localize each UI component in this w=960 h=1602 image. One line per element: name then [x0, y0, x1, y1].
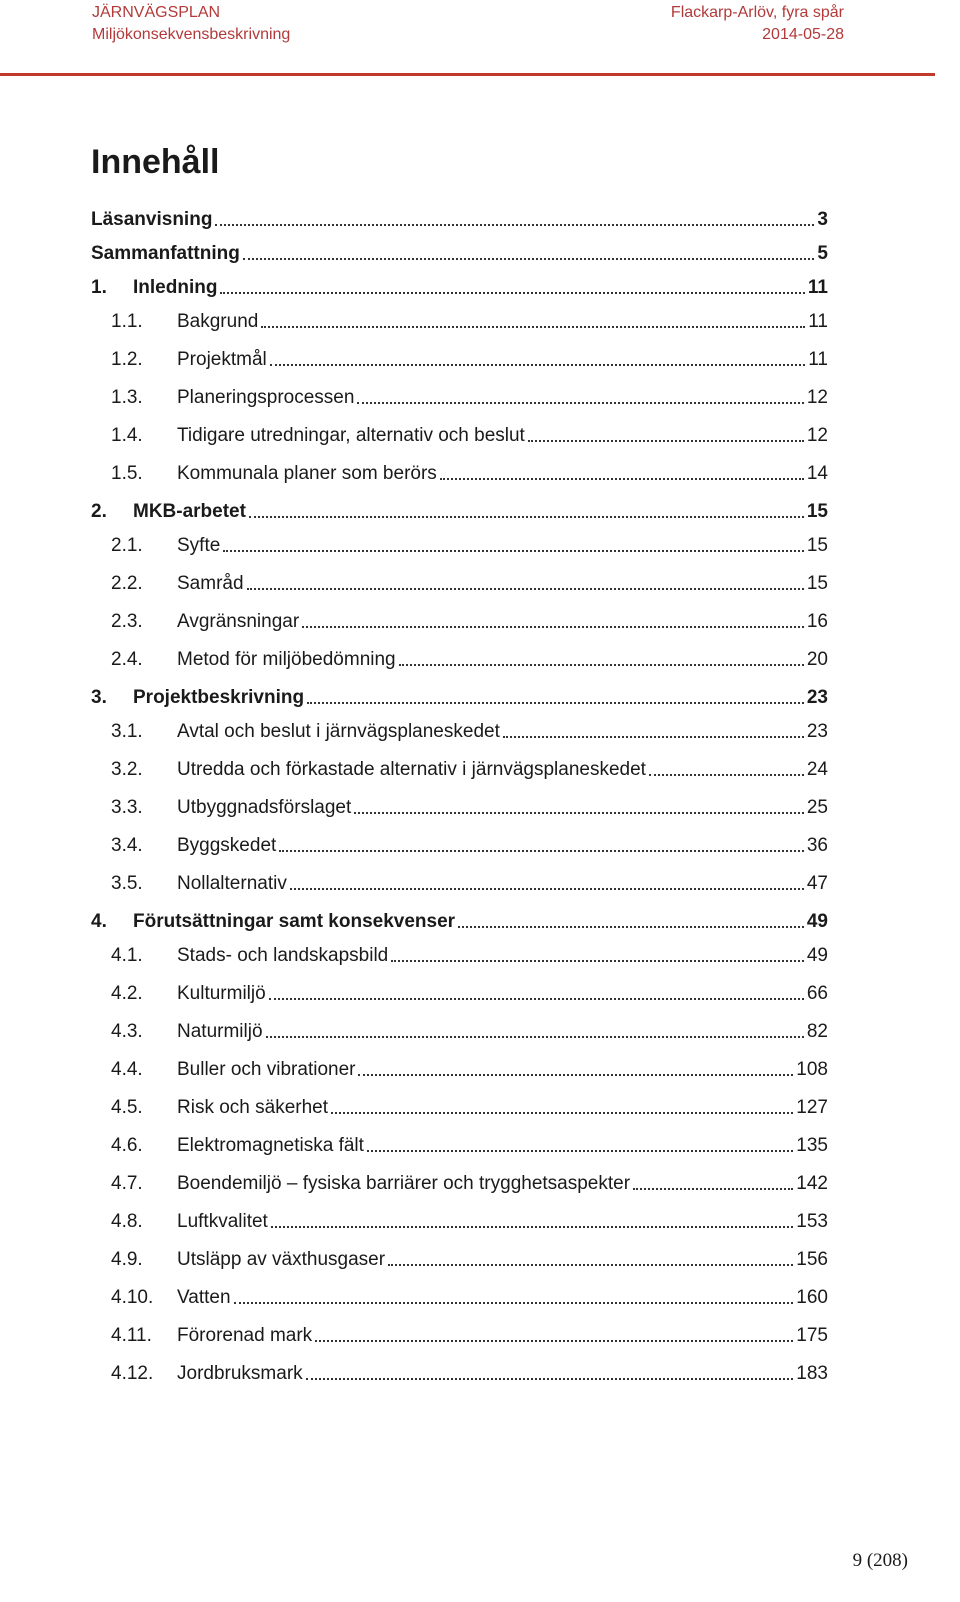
toc-entry-number: 4.12. — [111, 1363, 154, 1384]
toc-entry-page: 160 — [796, 1287, 828, 1308]
toc-entry-number: 4.11. — [111, 1325, 152, 1346]
toc-entry-label: Luftkvalitet — [177, 1211, 268, 1232]
toc-dot-leader — [331, 1112, 793, 1114]
toc-dot-leader — [649, 774, 804, 776]
toc-entry-label: Läsanvisning — [91, 209, 213, 230]
toc-entry-number: 4.7. — [111, 1173, 143, 1194]
toc-entry-page: 82 — [806, 1021, 828, 1042]
toc-dot-leader — [266, 1036, 804, 1038]
page-title: Innehåll — [91, 143, 220, 181]
toc-entry[interactable] — [111, 342, 828, 372]
toc-entry-label: Syfte — [177, 535, 221, 556]
toc-entry-label: Kommunala planer som berörs — [177, 463, 437, 484]
toc-entry-page: 49 — [806, 945, 828, 966]
toc-entry-number: 3.5. — [111, 873, 143, 894]
toc-dot-leader — [269, 998, 804, 1000]
toc-entry[interactable] — [111, 866, 828, 896]
toc-entry-number: 3.2. — [111, 759, 143, 780]
toc-entry-page: 66 — [806, 983, 828, 1004]
toc-dot-leader — [458, 926, 804, 928]
toc-entry-page: 183 — [796, 1363, 828, 1384]
toc-dot-leader — [261, 326, 805, 328]
toc-dot-leader — [243, 258, 815, 260]
toc-entry[interactable] — [111, 714, 828, 744]
toc-entry[interactable] — [111, 456, 828, 486]
toc-dot-leader — [357, 402, 803, 404]
toc-entry-page: 14 — [806, 463, 828, 484]
toc-entry[interactable] — [111, 1052, 828, 1082]
toc-dot-leader — [315, 1340, 793, 1342]
toc-entry-number: 4.3. — [111, 1021, 143, 1042]
toc-entry-number: 4.9. — [111, 1249, 143, 1270]
toc-dot-leader — [633, 1188, 793, 1190]
toc-entry-label: Förorenad mark — [177, 1325, 313, 1346]
toc-entry-number: 4.5. — [111, 1097, 143, 1118]
toc-entry-label: Boendemiljö – fysiska barriärer och trygghetsaspekter — [177, 1173, 631, 1194]
toc-entry[interactable] — [111, 1280, 828, 1310]
toc-entry-label: Stads- och landskapsbild — [177, 945, 389, 966]
toc-entry-page: 36 — [806, 835, 828, 856]
toc-entry-label: Förutsättningar samt konsekvenser — [133, 911, 456, 932]
toc-entry-page: 108 — [796, 1059, 828, 1080]
toc-entry[interactable] — [111, 642, 828, 672]
toc-entry-page: 49 — [806, 911, 828, 932]
toc-entry[interactable] — [111, 604, 828, 634]
toc-entry-page: 11 — [808, 311, 828, 332]
toc-dot-leader — [220, 292, 804, 294]
toc-entry-number: 4.8. — [111, 1211, 143, 1232]
toc-entry-number: 2.3. — [111, 611, 143, 632]
toc-dot-leader — [307, 702, 804, 704]
toc-entry-number: 1.5. — [111, 463, 143, 484]
toc-entry[interactable] — [91, 236, 828, 266]
toc-entry-label: Risk och säkerhet — [177, 1097, 329, 1118]
toc-entry[interactable] — [91, 904, 828, 934]
toc-entry[interactable] — [111, 938, 828, 968]
toc-entry-number: 3.1. — [111, 721, 143, 742]
toc-entry-number: 1.2. — [111, 349, 143, 370]
toc-entry-page: 47 — [806, 873, 828, 894]
page-header — [0, 0, 960, 80]
toc-entry-page: 153 — [796, 1211, 828, 1232]
toc-entry-page: 5 — [817, 243, 828, 264]
toc-entry-number: 4.4. — [111, 1059, 143, 1080]
toc-entry-label: Planeringsprocessen — [177, 387, 355, 408]
toc-entry-label: Bakgrund — [177, 311, 259, 332]
toc-entry[interactable] — [111, 752, 828, 782]
toc-entry-page: 156 — [796, 1249, 828, 1270]
toc-entry-label: Kulturmiljö — [177, 983, 266, 1004]
toc-entry-page: 23 — [806, 687, 828, 708]
toc-entry[interactable] — [111, 528, 828, 558]
header-rule — [0, 73, 935, 76]
toc-dot-leader — [271, 1226, 793, 1228]
toc-entry-page: 24 — [806, 759, 828, 780]
toc-entry[interactable] — [111, 976, 828, 1006]
toc-entry[interactable] — [111, 304, 828, 334]
toc-entry-label: Elektromagnetiska fält — [177, 1135, 364, 1156]
toc-entry-page: 25 — [806, 797, 828, 818]
toc-entry-label: Inledning — [133, 277, 218, 298]
toc-entry[interactable] — [91, 270, 828, 300]
toc-dot-leader — [367, 1150, 793, 1152]
toc-dot-leader — [388, 1264, 793, 1266]
toc-dot-leader — [270, 364, 806, 366]
toc-entry[interactable] — [111, 1318, 828, 1348]
toc-entry-label: Tidigare utredningar, alternativ och beslut — [177, 425, 525, 446]
toc-entry-label: Metod för miljöbedömning — [177, 649, 396, 670]
toc-entry-page: 11 — [808, 349, 828, 370]
toc-dot-leader — [302, 626, 804, 628]
toc-entry-label: MKB-arbetet — [133, 501, 246, 522]
toc-entry-label: Utredda och förkastade alternativ i järnvägsplaneskedet — [177, 759, 646, 780]
toc-entry-page: 3 — [817, 209, 828, 230]
toc-entry-number: 2.4. — [111, 649, 143, 670]
toc-entry-number: 1.1. — [111, 311, 143, 332]
toc-entry-number: 4. — [91, 911, 107, 932]
toc-entry[interactable] — [91, 202, 828, 232]
header-date: 2014-05-28 — [762, 26, 844, 43]
toc-entry-page: 142 — [796, 1173, 828, 1194]
toc-entry-number: 4.2. — [111, 983, 143, 1004]
header-project-name: Flackarp-Arlöv, fyra spår — [670, 4, 844, 21]
toc-entry-number: 1. — [91, 277, 107, 298]
toc-entry-number: 1.3. — [111, 387, 143, 408]
toc-dot-leader — [215, 224, 814, 226]
toc-entry[interactable] — [91, 680, 828, 710]
toc-entry[interactable] — [111, 418, 828, 448]
toc-entry[interactable] — [111, 566, 828, 596]
toc-dot-leader — [358, 1074, 793, 1076]
toc-dot-leader — [279, 850, 804, 852]
toc-entry-page: 11 — [807, 277, 828, 298]
toc-entry-number: 1.4. — [111, 425, 143, 446]
toc-entry-number: 4.6. — [111, 1135, 143, 1156]
toc-dot-leader — [306, 1378, 794, 1380]
toc-entry-number: 4.10. — [111, 1287, 154, 1308]
toc-entry[interactable] — [111, 1128, 828, 1158]
toc-entry-page: 16 — [806, 611, 828, 632]
toc-entry-label: Buller och vibrationer — [177, 1059, 356, 1080]
toc-entry[interactable] — [111, 1014, 828, 1044]
toc-entry-label: Naturmiljö — [177, 1021, 263, 1042]
toc-dot-leader — [249, 516, 804, 518]
toc-entry-label: Avgränsningar — [177, 611, 300, 632]
toc-entry-label: Avtal och beslut i järnvägsplaneskedet — [177, 721, 500, 742]
page-number: 9 (208) — [852, 1550, 908, 1571]
toc-dot-leader — [354, 812, 804, 814]
toc-entry-page: 15 — [806, 573, 828, 594]
toc-entry-label: Projektmål — [177, 349, 267, 370]
toc-entry-page: 23 — [806, 721, 828, 742]
toc-entry-page: 15 — [806, 535, 828, 556]
toc-entry-number: 3.3. — [111, 797, 143, 818]
toc-entry-label: Byggskedet — [177, 835, 277, 856]
toc-entry-page: 175 — [796, 1325, 828, 1346]
toc-entry-number: 3. — [91, 687, 107, 708]
toc-entry-number: 4.1. — [111, 945, 143, 966]
toc-dot-leader — [223, 550, 804, 552]
toc-entry-number: 2.1. — [111, 535, 143, 556]
toc-dot-leader — [247, 588, 804, 590]
toc-dot-leader — [290, 888, 804, 890]
toc-entry-number: 2.2. — [111, 573, 143, 594]
toc-entry[interactable] — [91, 494, 828, 524]
toc-entry-page: 20 — [806, 649, 828, 670]
header-document-subtitle: Miljökonsekvensbeskrivning — [92, 26, 291, 43]
toc-entry[interactable] — [111, 1090, 828, 1120]
toc-entry-number: 2. — [91, 501, 107, 522]
toc-entry-number: 3.4. — [111, 835, 143, 856]
toc-entry[interactable] — [111, 1242, 828, 1272]
toc-entry[interactable] — [111, 828, 828, 858]
toc-entry-label: Nollalternativ — [177, 873, 287, 894]
toc-entry-page: 127 — [796, 1097, 828, 1118]
toc-entry-label: Vatten — [177, 1287, 231, 1308]
toc-dot-leader — [399, 664, 804, 666]
toc-entry-label: Jordbruksmark — [177, 1363, 303, 1384]
toc-entry[interactable] — [111, 1356, 828, 1386]
toc-entry[interactable] — [111, 1204, 828, 1234]
toc-dot-leader — [234, 1302, 794, 1304]
header-document-type: JÄRNVÄGSPLAN — [92, 4, 221, 21]
toc-entry-label: Utsläpp av växthusgaser — [177, 1249, 386, 1270]
toc-entry-page: 12 — [806, 425, 828, 446]
toc-dot-leader — [391, 960, 804, 962]
toc-dot-leader — [503, 736, 804, 738]
toc-entry[interactable] — [111, 790, 828, 820]
toc-entry-page: 15 — [806, 501, 828, 522]
toc-entry[interactable] — [111, 1166, 828, 1196]
toc-entry-page: 135 — [796, 1135, 828, 1156]
toc-entry-label: Projektbeskrivning — [133, 687, 305, 708]
toc-entry-label: Samråd — [177, 573, 244, 594]
toc-entry-label: Sammanfattning — [91, 243, 240, 264]
toc-entry[interactable] — [111, 380, 828, 410]
toc-entry-label: Utbyggnadsförslaget — [177, 797, 352, 818]
toc-dot-leader — [440, 478, 804, 480]
toc-dot-leader — [528, 440, 804, 442]
toc-entry-page: 12 — [806, 387, 828, 408]
